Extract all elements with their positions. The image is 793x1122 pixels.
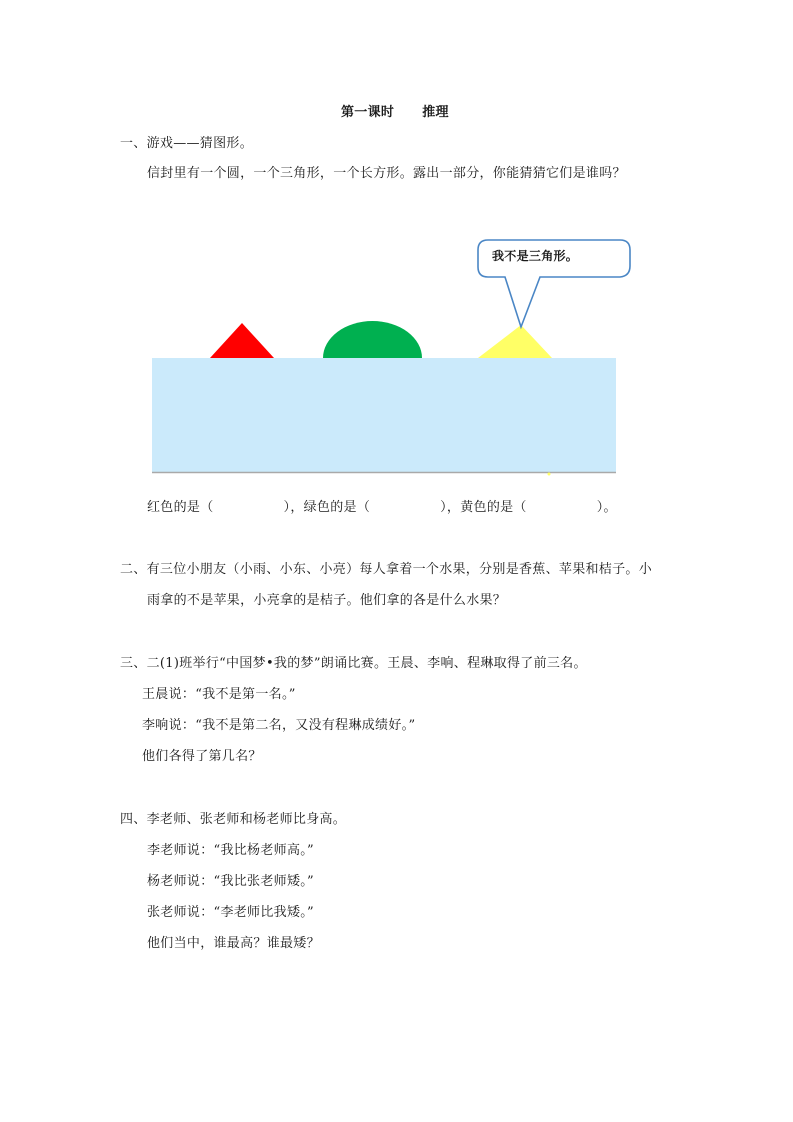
yellow-shape — [478, 325, 552, 358]
green-answer-label: ），绿色的是（ — [283, 500, 371, 515]
speech-bubble-text: 我不是三角形。 — [492, 249, 579, 263]
section4-heading: 四、李老师、张老师和杨老师比身高。 — [120, 812, 347, 827]
title-lesson: 第一课时 — [341, 105, 395, 120]
answer-line — [147, 499, 617, 517]
section3-question: 他们各得了第几名？ — [142, 749, 262, 764]
yellow-answer-label: ），黄色的是（ — [440, 500, 527, 515]
answer-line-end: ）。 — [596, 500, 617, 515]
section3-statement-li: 李响说：“我不是第二名，又没有程琳成绩好。” — [142, 718, 416, 733]
section3-heading: 三、二(1)班举行“中国梦•我的梦”朗诵比赛。王晨、李响、程琳取得了前三名。 — [120, 656, 587, 671]
envelope-rectangle — [152, 358, 616, 472]
green-circle-shape — [323, 321, 422, 358]
yellow-dot — [548, 473, 551, 476]
section2-line2: 雨拿的不是苹果，小亮拿的是桔子。他们拿的各是什么水果？ — [147, 593, 507, 608]
title-topic: 推理 — [422, 105, 449, 120]
envelope-figure — [0, 0, 793, 500]
section4-statement-yang: 杨老师说：“我比张老师矮。” — [147, 874, 314, 889]
section3-statement-wang: 王晨说：“我不是第一名。” — [142, 687, 296, 702]
red-answer-label: 红色的是（ — [147, 500, 214, 515]
section4-statement-li: 李老师说：“我比杨老师高。” — [147, 843, 314, 858]
section4-question: 他们当中，谁最高？谁最矮？ — [147, 936, 320, 951]
section1-heading: 一、游戏——猜图形。 — [120, 136, 253, 151]
section4-statement-zhang: 张老师说：“李老师比我矮。” — [147, 905, 314, 920]
section2-line1: 二、有三位小朋友（小雨、小东、小亮）每人拿着一个水果，分别是香蕉、苹果和桔子。小 — [120, 562, 653, 577]
section1-prompt: 信封里有一个圆，一个三角形，一个长方形。露出一部分，你能猜猜它们是谁吗？ — [147, 166, 626, 181]
red-triangle-shape — [210, 323, 274, 358]
